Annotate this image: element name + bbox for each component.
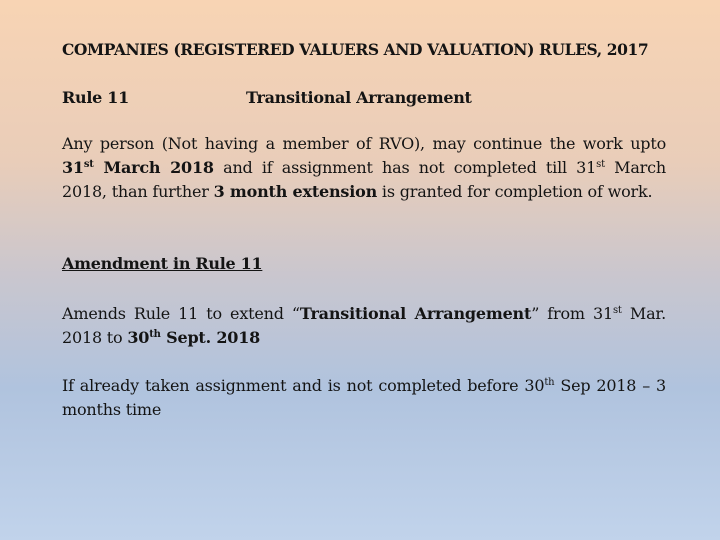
assignment-note: If already taken assignment and is not completed before 30th Sep 2018 – 3 months time bbox=[62, 376, 666, 419]
text-segment: Sep 2018 – 3 months time bbox=[62, 376, 666, 419]
text-segment: and if assignment has not completed till 31 bbox=[213, 158, 597, 177]
text-segment: Any person (Not having a member of RVO), may continue the work upto bbox=[62, 134, 666, 153]
rule-description: Any person (Not having a member of RVO), may continue the work upto 31st March 2018 and if assignment has not completed till 31st March 2018, than further 3 month extension is granted for completion of work. bbox=[62, 134, 667, 201]
text-segment: March 2018, than further bbox=[62, 158, 667, 201]
text-segment: Mar. 2018 to bbox=[62, 304, 666, 347]
amendment-heading: Amendment in Rule 11 bbox=[62, 254, 263, 273]
slide-content bbox=[62, 0, 666, 540]
text-segment: is granted for completion of work. bbox=[377, 182, 653, 201]
document-title: COMPANIES (REGISTERED VALUERS AND VALUATION) RULES, 2017 bbox=[62, 40, 649, 59]
arrangement-name: Transitional Arrangement bbox=[299, 304, 532, 323]
extension-period: 3 month extension bbox=[213, 182, 378, 201]
rule-name: Transitional Arrangement bbox=[246, 88, 472, 107]
text-segment: Amends Rule 11 to extend “ bbox=[62, 304, 300, 323]
text-segment: If already taken assignment and is not completed before 30 bbox=[62, 376, 545, 395]
rule-header bbox=[62, 88, 472, 107]
amendment-description: Amends Rule 11 to extend “Transitional Arrangement” from 31st Mar. 2018 to 30th Sept. 2018 bbox=[62, 304, 666, 347]
text-segment: ” from 31 bbox=[531, 304, 613, 323]
new-deadline-date: 30th Sept. 2018 bbox=[127, 328, 261, 347]
rule-number: Rule 11 bbox=[62, 88, 129, 107]
deadline-date: 31st March 2018 bbox=[62, 158, 214, 177]
